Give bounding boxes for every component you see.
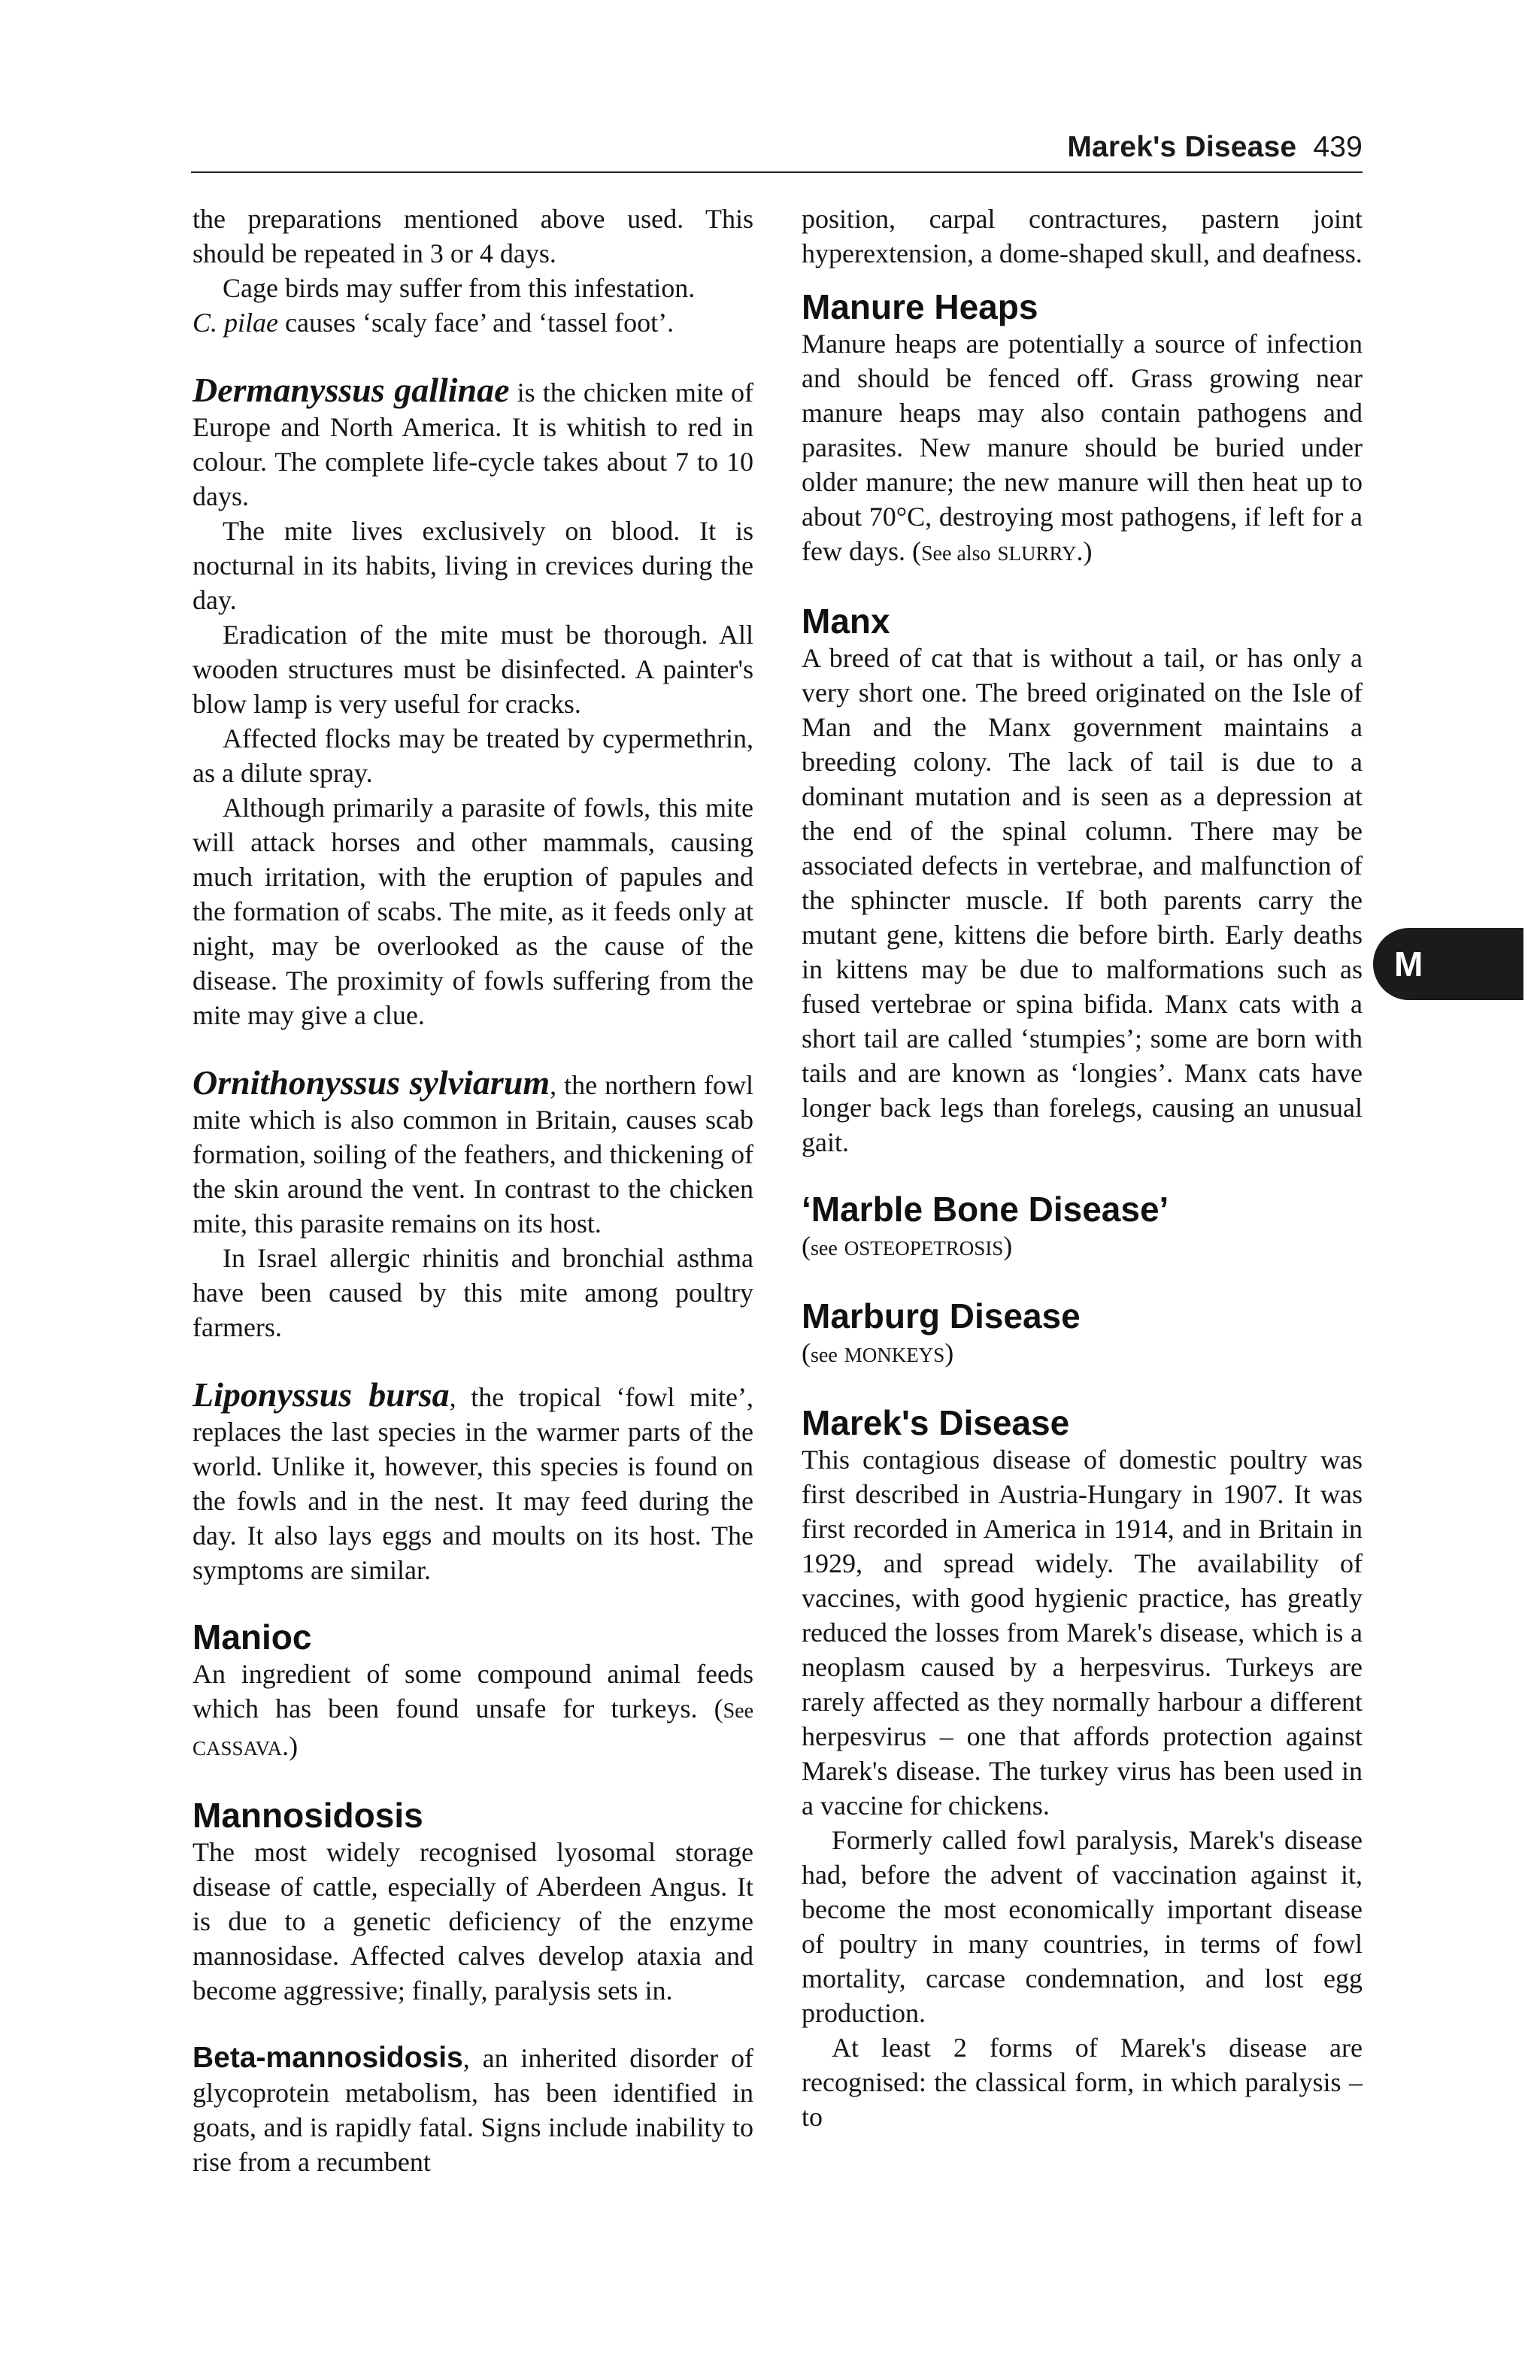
cross-reference: OSTEOPETROSIS: [844, 1237, 1004, 1260]
thumb-index-tab: [1373, 928, 1523, 1000]
running-header: [191, 125, 1363, 173]
entry-text: An ingredient of some compound animal feeds which has been found unsafe for turkeys. (: [192, 1659, 753, 1724]
paragraph: [802, 1336, 1363, 1373]
paragraph: position, carpal contractures, pastern joint hyperextension, a dome-shaped skull, and deafness.: [802, 204, 1363, 268]
entry-heading-manure-heaps: Manure Heaps: [802, 287, 1038, 326]
entry-beta-mannosidosis: [192, 2041, 753, 2179]
term-heading: Beta-mannosidosis: [192, 2042, 463, 2074]
paragraph: [192, 305, 753, 340]
species-heading: Ornithonyssus sylviarum: [192, 1063, 550, 1102]
entry-ornithonyssus: [192, 1063, 753, 1241]
thumb-index-letter: M: [1394, 944, 1423, 984]
entry-dermanyssus: [192, 373, 753, 514]
paragraph: A breed of cat that is without a tail, or has only a very short one. The breed originated on the Isle of Man and the Manx government maintains a breeding colony. The lack of tail is due to a dominant mutation and is seen as a depression at the end of the spinal column. There may be associated defects in vertebrae, and malfunction of the sphincter muscle. If both parents carry the mutant gene, kittens die before birth. Early deaths in kittens may be due to malformations such as fused vertebrae or spina bifida. Manx cats with a short tail are called ‘stumpies’; some are born with tails and are known as ‘longies’. Manx cats have longer back legs than forelegs, causing an unusual gait.: [802, 643, 1363, 1157]
cross-reference: SLURRY: [997, 542, 1077, 565]
paragraph: In Israel allergic rhinitis and bronchial asthma have been caused by this mite among poultry farmers.: [192, 1243, 753, 1342]
running-head: [1067, 131, 1363, 164]
species-heading: Liponyssus bursa: [192, 1375, 450, 1414]
entry-heading-mannosidosis: Mannosidosis: [192, 1796, 423, 1835]
see-label: see: [811, 1237, 838, 1260]
cross-reference: CASSAVA: [192, 1737, 283, 1760]
page-number: 439: [1313, 131, 1363, 163]
right-column: [802, 202, 1363, 2134]
paragraph: Formerly called fowl paralysis, Marek's disease had, before the advent of vaccination against it, become the most economically important disease of poultry in many countries, in terms of fowl mortality, carcase condemnation, and lost egg production.: [802, 1825, 1363, 2028]
entry-heading-manx: Manx: [802, 602, 890, 641]
species-heading: Dermanyssus gallinae: [192, 371, 510, 409]
cross-reference: MONKEYS: [844, 1344, 945, 1366]
left-column: [192, 202, 753, 2179]
paragraph: The most widely recognised lyosomal storage disease of cattle, especially of Aberdeen Angus. It is due to a genetic deficiency of the enzyme mannosidase. Affected calves develop ataxia and become aggressive; finally, paralysis sets in.: [192, 1837, 753, 2006]
entry-heading-mareks-disease: Marek's Disease: [802, 1403, 1070, 1442]
paragraph: Eradication of the mite must be thorough. All wooden structures must be disinfected. A painter's blow lamp is very useful for cracks.: [192, 620, 753, 719]
entry-text: is the chicken mite of Europe and North America. It is whitish to red in colour. The complete life-cycle takes about 7 to 10 days.: [192, 377, 753, 511]
entry-heading-marburg-disease: Marburg Disease: [802, 1296, 1081, 1336]
see-label: See: [723, 1699, 753, 1723]
paragraph: The mite lives exclusively on blood. It is nocturnal in its habits, living in crevices during the day.: [192, 516, 753, 615]
punctuation: ): [1003, 1231, 1013, 1261]
entry-heading-marble-bone-disease: ‘Marble Bone Disease’: [802, 1190, 1169, 1229]
paragraph-text: causes ‘scaly face’ and ‘tassel foot’.: [278, 308, 675, 338]
punctuation: .): [1076, 536, 1093, 566]
paragraph: [802, 326, 1363, 572]
punctuation: ): [944, 1338, 954, 1368]
paragraph: [192, 1657, 753, 1766]
paragraph: [802, 1229, 1363, 1266]
see-label: see: [811, 1344, 838, 1367]
running-title: Marek's Disease: [1067, 131, 1297, 163]
paragraph: Affected flocks may be treated by cypermethrin, as a dilute spray.: [192, 723, 753, 788]
paragraph: the preparations mentioned above used. This should be repeated in 3 or 4 days.: [192, 204, 753, 268]
paragraph: This contagious disease of domestic poultry was first described in Austria-Hungary in 1907. It was first recorded in America in 1914, and in Britain in 1929, and spread widely. The availability of vaccines, with good hygienic practice, has greatly reduced the losses from Marek's disease, which is a neoplasm caused by a herpesvirus. Turkeys are rarely affected as they normally harbour a different herpesvirus – one that affords protection against Marek's disease. The turkey virus has been used in a vaccine for chickens.: [802, 1445, 1363, 1821]
paragraph: Although primarily a parasite of fowls, this mite will attack horses and other mammals, causing much irritation, with the eruption of papules and the formation of scabs. The mite, as it feeds only at night, may be overlooked as the cause of the disease. The proximity of fowls suffering from the mite may give a clue.: [192, 793, 753, 1030]
see-label: See also: [920, 542, 991, 565]
entry-text: , the tropical ‘fowl mite’, replaces the last species in the warmer parts of the world. Unlike it, however, this species is found on the fowls and in the nest. It may feed during the day. It also lays eggs and moults on its host. The symptoms are similar.: [192, 1382, 753, 1585]
punctuation: (: [802, 1231, 811, 1261]
entry-liponyssus: [192, 1375, 753, 1587]
paragraph: Cage birds may suffer from this infestation.: [223, 273, 696, 303]
punctuation: .): [282, 1731, 299, 1761]
punctuation: (: [802, 1338, 811, 1368]
entry-text: Manure heaps are potentially a source of infection and should be fenced off. Grass growing near manure heaps may also contain pathogens and parasites. New manure should be buried under older manure; the new manure will then heat up to about 70°C, destroying most pathogens, if left for a few days. (: [802, 329, 1363, 566]
paragraph: At least 2 forms of Marek's disease are recognised: the classical form, in which paralysis – to: [802, 2033, 1363, 2132]
entry-text: , an inherited disorder of glycoprotein metabolism, has been identified in goats, and is rapidly fatal. Signs include inability to rise from a recumbent: [192, 2043, 753, 2177]
entry-text: , the northern fowl mite which is also common in Britain, causes scab formation, soiling of the feathers, and thickening of the skin around the vent. In contrast to the chicken mite, this parasite remains on its host.: [192, 1070, 753, 1239]
entry-heading-manioc: Manioc: [192, 1617, 312, 1657]
species-name: C. pilae: [192, 308, 278, 338]
